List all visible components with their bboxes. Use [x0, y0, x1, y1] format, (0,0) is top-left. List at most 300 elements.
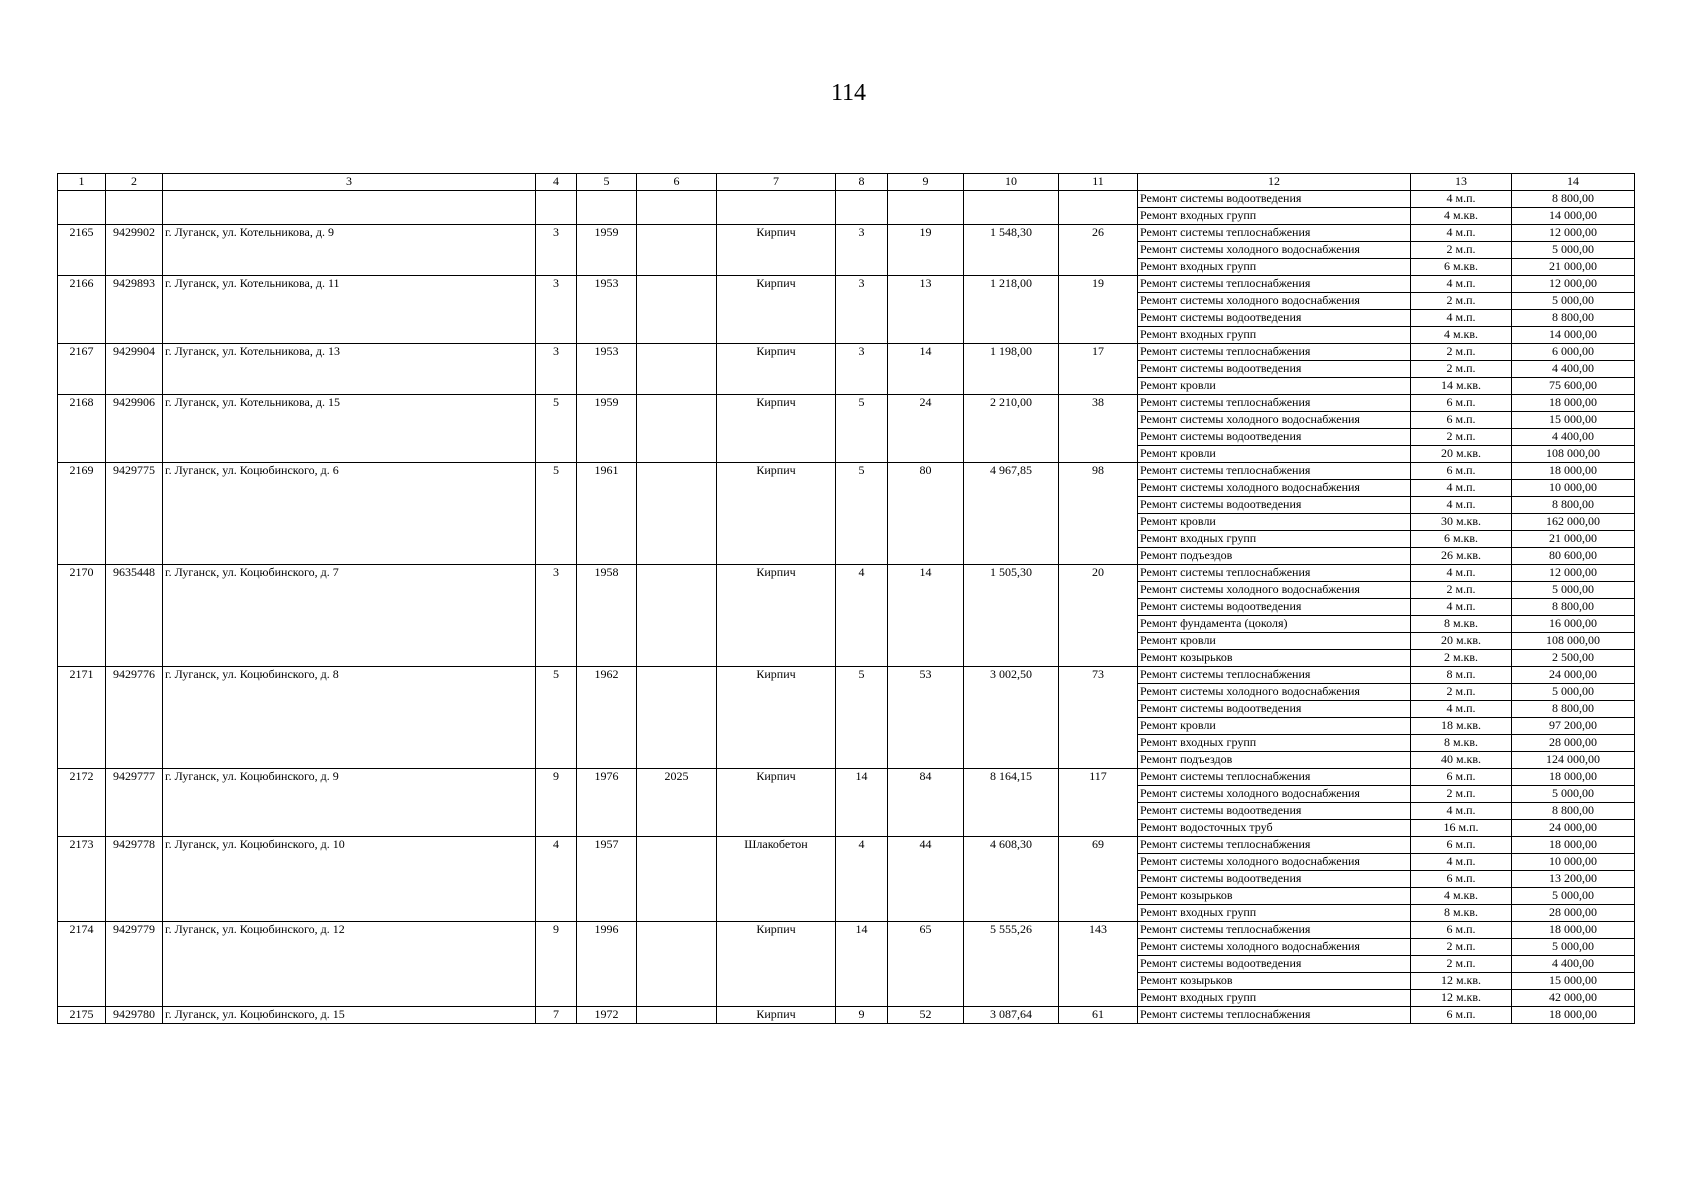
- year-col6: [637, 395, 717, 463]
- house-code: 9429780: [106, 1007, 163, 1024]
- work-type: Ремонт входных групп: [1138, 531, 1411, 548]
- work-type: Ремонт кровли: [1138, 446, 1411, 463]
- entrances: 5: [836, 667, 888, 769]
- year-col6: [637, 225, 717, 276]
- work-type: Ремонт козырьков: [1138, 888, 1411, 905]
- apartments: 14: [888, 565, 964, 667]
- table-row: [58, 565, 1635, 582]
- work-type: Ремонт системы теплоснабжения: [1138, 837, 1411, 854]
- apartments: 24: [888, 395, 964, 463]
- apartments: 52: [888, 1007, 964, 1024]
- build-year: 1959: [577, 395, 637, 463]
- work-type: Ремонт системы водоотведения: [1138, 701, 1411, 718]
- work-cost: 16 000,00: [1512, 616, 1635, 633]
- work-cost: 5 000,00: [1512, 582, 1635, 599]
- work-volume: 6 м.п.: [1411, 1007, 1512, 1024]
- work-volume: 4 м.п.: [1411, 599, 1512, 616]
- work-cost: 15 000,00: [1512, 412, 1635, 429]
- work-volume: 6 м.п.: [1411, 922, 1512, 939]
- row-number: 2175: [58, 1007, 106, 1024]
- apartments: 14: [888, 344, 964, 395]
- entrances: 5: [836, 395, 888, 463]
- entrances: 3: [836, 276, 888, 344]
- work-volume: 8 м.кв.: [1411, 616, 1512, 633]
- work-volume: 8 м.п.: [1411, 667, 1512, 684]
- work-type: Ремонт кровли: [1138, 718, 1411, 735]
- table-row: [58, 667, 1635, 684]
- build-year: 1953: [577, 344, 637, 395]
- entrances: 5: [836, 463, 888, 565]
- residents: 26: [1059, 225, 1138, 276]
- work-type: Ремонт козырьков: [1138, 650, 1411, 667]
- work-type: Ремонт системы холодного водоснабжения: [1138, 854, 1411, 871]
- work-type: Ремонт системы теплоснабжения: [1138, 769, 1411, 786]
- work-cost: 18 000,00: [1512, 1007, 1635, 1024]
- work-type: Ремонт входных групп: [1138, 735, 1411, 752]
- work-volume: 4 м.п.: [1411, 854, 1512, 871]
- entrances: 14: [836, 769, 888, 837]
- work-volume: 4 м.п.: [1411, 701, 1512, 718]
- work-type: Ремонт системы теплоснабжения: [1138, 276, 1411, 293]
- table-row: [58, 922, 1635, 939]
- build-year: 1957: [577, 837, 637, 922]
- repair-schedule-table: [57, 173, 1635, 1024]
- year-col6: [637, 344, 717, 395]
- year-col6: [637, 922, 717, 1007]
- work-type: Ремонт системы водоотведения: [1138, 191, 1411, 208]
- work-type: Ремонт системы водоотведения: [1138, 429, 1411, 446]
- work-type: Ремонт кровли: [1138, 514, 1411, 531]
- empty-cell: [637, 191, 717, 225]
- work-volume: 6 м.п.: [1411, 463, 1512, 480]
- row-number: 2168: [58, 395, 106, 463]
- area: 1 198,00: [964, 344, 1059, 395]
- empty-cell: [58, 191, 106, 225]
- empty-cell: [536, 191, 577, 225]
- address: г. Луганск, ул. Коцюбинского, д. 15: [163, 1007, 536, 1024]
- work-volume: 6 м.кв.: [1411, 531, 1512, 548]
- work-cost: 21 000,00: [1512, 531, 1635, 548]
- floors: 9: [536, 922, 577, 1007]
- year-col6: [637, 1007, 717, 1024]
- work-cost: 28 000,00: [1512, 735, 1635, 752]
- build-year: 1961: [577, 463, 637, 565]
- work-volume: 6 м.п.: [1411, 837, 1512, 854]
- work-volume: 4 м.п.: [1411, 803, 1512, 820]
- work-cost: 6 000,00: [1512, 344, 1635, 361]
- header-cell: 14: [1512, 174, 1635, 191]
- residents: 19: [1059, 276, 1138, 344]
- house-code: 9635448: [106, 565, 163, 667]
- residents: 61: [1059, 1007, 1138, 1024]
- work-type: Ремонт входных групп: [1138, 327, 1411, 344]
- row-number: 2173: [58, 837, 106, 922]
- entrances: 9: [836, 1007, 888, 1024]
- empty-cell: [163, 191, 536, 225]
- work-volume: 18 м.кв.: [1411, 718, 1512, 735]
- work-cost: 5 000,00: [1512, 939, 1635, 956]
- wall-material: Кирпич: [717, 225, 836, 276]
- work-type: Ремонт системы холодного водоснабжения: [1138, 684, 1411, 701]
- work-type: Ремонт системы теплоснабжения: [1138, 225, 1411, 242]
- work-volume: 6 м.п.: [1411, 395, 1512, 412]
- table-row: [58, 769, 1635, 786]
- floors: 3: [536, 225, 577, 276]
- work-volume: 4 м.кв.: [1411, 208, 1512, 225]
- column-number-header-row: [58, 174, 1635, 191]
- work-cost: 14 000,00: [1512, 327, 1635, 344]
- area: 3 087,64: [964, 1007, 1059, 1024]
- work-volume: 2 м.п.: [1411, 344, 1512, 361]
- house-code: 9429775: [106, 463, 163, 565]
- apartments: 84: [888, 769, 964, 837]
- apartments: 65: [888, 922, 964, 1007]
- work-type: Ремонт системы водоотведения: [1138, 956, 1411, 973]
- wall-material: Кирпич: [717, 276, 836, 344]
- floors: 3: [536, 565, 577, 667]
- work-type: Ремонт системы теплоснабжения: [1138, 922, 1411, 939]
- address: г. Луганск, ул. Коцюбинского, д. 6: [163, 463, 536, 565]
- work-cost: 124 000,00: [1512, 752, 1635, 769]
- work-cost: 15 000,00: [1512, 973, 1635, 990]
- wall-material: Шлакобетон: [717, 837, 836, 922]
- table-row: [58, 837, 1635, 854]
- address: г. Луганск, ул. Котельникова, д. 11: [163, 276, 536, 344]
- work-cost: 80 600,00: [1512, 548, 1635, 565]
- work-type: Ремонт входных групп: [1138, 259, 1411, 276]
- residents: 20: [1059, 565, 1138, 667]
- residents: 38: [1059, 395, 1138, 463]
- work-type: Ремонт фундамента (цоколя): [1138, 616, 1411, 633]
- work-cost: 13 200,00: [1512, 871, 1635, 888]
- entrances: 4: [836, 565, 888, 667]
- residents: 17: [1059, 344, 1138, 395]
- area: 4 967,85: [964, 463, 1059, 565]
- house-code: 9429779: [106, 922, 163, 1007]
- header-cell: 4: [536, 174, 577, 191]
- row-number: 2170: [58, 565, 106, 667]
- work-volume: 2 м.п.: [1411, 293, 1512, 310]
- entrances: 3: [836, 225, 888, 276]
- empty-cell: [964, 191, 1059, 225]
- work-volume: 2 м.п.: [1411, 956, 1512, 973]
- work-type: Ремонт системы теплоснабжения: [1138, 1007, 1411, 1024]
- table-row: [58, 344, 1635, 361]
- address: г. Луганск, ул. Коцюбинского, д. 9: [163, 769, 536, 837]
- floors: 3: [536, 344, 577, 395]
- work-cost: 10 000,00: [1512, 854, 1635, 871]
- work-volume: 4 м.п.: [1411, 565, 1512, 582]
- empty-cell: [717, 191, 836, 225]
- work-cost: 18 000,00: [1512, 463, 1635, 480]
- header-cell: 1: [58, 174, 106, 191]
- year-col6: 2025: [637, 769, 717, 837]
- row-number: 2169: [58, 463, 106, 565]
- header-cell: 10: [964, 174, 1059, 191]
- work-volume: 4 м.п.: [1411, 497, 1512, 514]
- wall-material: Кирпич: [717, 667, 836, 769]
- floors: 5: [536, 667, 577, 769]
- empty-cell: [1059, 191, 1138, 225]
- work-type: Ремонт системы водоотведения: [1138, 599, 1411, 616]
- work-type: Ремонт подъездов: [1138, 548, 1411, 565]
- build-year: 1962: [577, 667, 637, 769]
- row-number: 2172: [58, 769, 106, 837]
- header-cell: 5: [577, 174, 637, 191]
- work-volume: 4 м.п.: [1411, 310, 1512, 327]
- table-row: [58, 225, 1635, 242]
- wall-material: Кирпич: [717, 565, 836, 667]
- table-row: [58, 1007, 1635, 1024]
- work-type: Ремонт системы теплоснабжения: [1138, 565, 1411, 582]
- empty-cell: [106, 191, 163, 225]
- area: 8 164,15: [964, 769, 1059, 837]
- work-type: Ремонт системы холодного водоснабжения: [1138, 786, 1411, 803]
- residents: 117: [1059, 769, 1138, 837]
- build-year: 1976: [577, 769, 637, 837]
- floors: 9: [536, 769, 577, 837]
- work-cost: 8 800,00: [1512, 701, 1635, 718]
- apartments: 19: [888, 225, 964, 276]
- work-type: Ремонт системы водоотведения: [1138, 803, 1411, 820]
- work-volume: 2 м.п.: [1411, 786, 1512, 803]
- house-code: 9429893: [106, 276, 163, 344]
- work-cost: 4 400,00: [1512, 429, 1635, 446]
- address: г. Луганск, ул. Котельникова, д. 9: [163, 225, 536, 276]
- wall-material: Кирпич: [717, 463, 836, 565]
- work-type: Ремонт подъездов: [1138, 752, 1411, 769]
- work-type: Ремонт системы холодного водоснабжения: [1138, 412, 1411, 429]
- house-code: 9429777: [106, 769, 163, 837]
- floors: 7: [536, 1007, 577, 1024]
- wall-material: Кирпич: [717, 922, 836, 1007]
- work-cost: 8 800,00: [1512, 599, 1635, 616]
- residents: 73: [1059, 667, 1138, 769]
- work-volume: 2 м.кв.: [1411, 650, 1512, 667]
- work-cost: 18 000,00: [1512, 922, 1635, 939]
- header-cell: 9: [888, 174, 964, 191]
- address: г. Луганск, ул. Коцюбинского, д. 7: [163, 565, 536, 667]
- wall-material: Кирпич: [717, 344, 836, 395]
- work-volume: 20 м.кв.: [1411, 633, 1512, 650]
- work-cost: 42 000,00: [1512, 990, 1635, 1007]
- entrances: 14: [836, 922, 888, 1007]
- work-volume: 4 м.п.: [1411, 191, 1512, 208]
- work-cost: 10 000,00: [1512, 480, 1635, 497]
- work-volume: 6 м.п.: [1411, 412, 1512, 429]
- row-number: 2171: [58, 667, 106, 769]
- work-volume: 4 м.п.: [1411, 276, 1512, 293]
- work-volume: 40 м.кв.: [1411, 752, 1512, 769]
- work-cost: 75 600,00: [1512, 378, 1635, 395]
- work-type: Ремонт системы теплоснабжения: [1138, 395, 1411, 412]
- work-volume: 2 м.п.: [1411, 582, 1512, 599]
- residents: 143: [1059, 922, 1138, 1007]
- floors: 3: [536, 276, 577, 344]
- header-cell: 2: [106, 174, 163, 191]
- table-row: [58, 395, 1635, 412]
- work-volume: 4 м.п.: [1411, 480, 1512, 497]
- work-volume: 8 м.кв.: [1411, 735, 1512, 752]
- build-year: 1972: [577, 1007, 637, 1024]
- work-volume: 4 м.кв.: [1411, 327, 1512, 344]
- work-cost: 24 000,00: [1512, 820, 1635, 837]
- work-volume: 4 м.п.: [1411, 225, 1512, 242]
- address: г. Луганск, ул. Коцюбинского, д. 8: [163, 667, 536, 769]
- work-cost: 5 000,00: [1512, 293, 1635, 310]
- work-type: Ремонт системы холодного водоснабжения: [1138, 582, 1411, 599]
- work-cost: 24 000,00: [1512, 667, 1635, 684]
- work-type: Ремонт системы холодного водоснабжения: [1138, 293, 1411, 310]
- apartments: 13: [888, 276, 964, 344]
- build-year: 1959: [577, 225, 637, 276]
- work-type: Ремонт системы водоотведения: [1138, 871, 1411, 888]
- work-volume: 16 м.п.: [1411, 820, 1512, 837]
- wall-material: Кирпич: [717, 1007, 836, 1024]
- page-number: 114: [830, 80, 867, 106]
- row-number: 2166: [58, 276, 106, 344]
- year-col6: [637, 667, 717, 769]
- work-type: Ремонт системы холодного водоснабжения: [1138, 480, 1411, 497]
- build-year: 1953: [577, 276, 637, 344]
- floors: 4: [536, 837, 577, 922]
- row-number: 2165: [58, 225, 106, 276]
- work-volume: 12 м.кв.: [1411, 973, 1512, 990]
- work-cost: 5 000,00: [1512, 786, 1635, 803]
- work-cost: 18 000,00: [1512, 837, 1635, 854]
- work-cost: 4 400,00: [1512, 361, 1635, 378]
- house-code: 9429906: [106, 395, 163, 463]
- header-cell: 3: [163, 174, 536, 191]
- apartments: 80: [888, 463, 964, 565]
- house-code: 9429902: [106, 225, 163, 276]
- build-year: 1958: [577, 565, 637, 667]
- work-type: Ремонт козырьков: [1138, 973, 1411, 990]
- wall-material: Кирпич: [717, 769, 836, 837]
- work-type: Ремонт системы теплоснабжения: [1138, 667, 1411, 684]
- work-cost: 12 000,00: [1512, 225, 1635, 242]
- work-volume: 4 м.кв.: [1411, 888, 1512, 905]
- header-cell: 11: [1059, 174, 1138, 191]
- work-cost: 8 800,00: [1512, 310, 1635, 327]
- work-type: Ремонт системы теплоснабжения: [1138, 463, 1411, 480]
- header-cell: 13: [1411, 174, 1512, 191]
- area: 1 548,30: [964, 225, 1059, 276]
- entrances: 3: [836, 344, 888, 395]
- work-type: Ремонт входных групп: [1138, 208, 1411, 225]
- work-type: Ремонт кровли: [1138, 633, 1411, 650]
- work-type: Ремонт системы холодного водоснабжения: [1138, 242, 1411, 259]
- work-cost: 28 000,00: [1512, 905, 1635, 922]
- build-year: 1996: [577, 922, 637, 1007]
- work-cost: 21 000,00: [1512, 259, 1635, 276]
- work-cost: 4 400,00: [1512, 956, 1635, 973]
- work-volume: 6 м.п.: [1411, 871, 1512, 888]
- header-cell: 7: [717, 174, 836, 191]
- work-type: Ремонт входных групп: [1138, 905, 1411, 922]
- work-volume: 2 м.п.: [1411, 939, 1512, 956]
- work-volume: 2 м.п.: [1411, 429, 1512, 446]
- apartments: 44: [888, 837, 964, 922]
- header-cell: 8: [836, 174, 888, 191]
- work-cost: 18 000,00: [1512, 395, 1635, 412]
- address: г. Луганск, ул. Котельникова, д. 13: [163, 344, 536, 395]
- work-cost: 18 000,00: [1512, 769, 1635, 786]
- work-volume: 8 м.кв.: [1411, 905, 1512, 922]
- residents: 69: [1059, 837, 1138, 922]
- empty-cell: [836, 191, 888, 225]
- row-number: 2167: [58, 344, 106, 395]
- work-cost: 5 000,00: [1512, 684, 1635, 701]
- work-type: Ремонт кровли: [1138, 378, 1411, 395]
- empty-cell: [577, 191, 637, 225]
- row-number: 2174: [58, 922, 106, 1007]
- wall-material: Кирпич: [717, 395, 836, 463]
- floors: 5: [536, 395, 577, 463]
- work-volume: 20 м.кв.: [1411, 446, 1512, 463]
- table-row: [58, 191, 1635, 208]
- work-cost: 108 000,00: [1512, 633, 1635, 650]
- area: 4 608,30: [964, 837, 1059, 922]
- house-code: 9429776: [106, 667, 163, 769]
- work-volume: 6 м.кв.: [1411, 259, 1512, 276]
- residents: 98: [1059, 463, 1138, 565]
- work-cost: 14 000,00: [1512, 208, 1635, 225]
- work-type: Ремонт системы водоотведения: [1138, 497, 1411, 514]
- house-code: 9429778: [106, 837, 163, 922]
- area: 2 210,00: [964, 395, 1059, 463]
- table-row: [58, 276, 1635, 293]
- work-cost: 162 000,00: [1512, 514, 1635, 531]
- address: г. Луганск, ул. Котельникова, д. 15: [163, 395, 536, 463]
- work-type: Ремонт системы теплоснабжения: [1138, 344, 1411, 361]
- header-cell: 12: [1138, 174, 1411, 191]
- work-type: Ремонт системы водоотведения: [1138, 310, 1411, 327]
- work-type: Ремонт системы холодного водоснабжения: [1138, 939, 1411, 956]
- work-volume: 14 м.кв.: [1411, 378, 1512, 395]
- work-cost: 5 000,00: [1512, 888, 1635, 905]
- area: 1 505,30: [964, 565, 1059, 667]
- area: 5 555,26: [964, 922, 1059, 1007]
- floors: 5: [536, 463, 577, 565]
- work-volume: 2 м.п.: [1411, 242, 1512, 259]
- work-cost: 2 500,00: [1512, 650, 1635, 667]
- address: г. Луганск, ул. Коцюбинского, д. 12: [163, 922, 536, 1007]
- work-volume: 6 м.п.: [1411, 769, 1512, 786]
- work-cost: 8 800,00: [1512, 191, 1635, 208]
- work-volume: 2 м.п.: [1411, 684, 1512, 701]
- year-col6: [637, 463, 717, 565]
- work-type: Ремонт системы водоотведения: [1138, 361, 1411, 378]
- work-cost: 8 800,00: [1512, 497, 1635, 514]
- work-cost: 12 000,00: [1512, 276, 1635, 293]
- work-cost: 8 800,00: [1512, 803, 1635, 820]
- table-row: [58, 463, 1635, 480]
- work-type: Ремонт водосточных труб: [1138, 820, 1411, 837]
- work-volume: 2 м.п.: [1411, 361, 1512, 378]
- empty-cell: [888, 191, 964, 225]
- house-code: 9429904: [106, 344, 163, 395]
- work-volume: 30 м.кв.: [1411, 514, 1512, 531]
- apartments: 53: [888, 667, 964, 769]
- year-col6: [637, 276, 717, 344]
- work-cost: 108 000,00: [1512, 446, 1635, 463]
- entrances: 4: [836, 837, 888, 922]
- header-cell: 6: [637, 174, 717, 191]
- work-volume: 26 м.кв.: [1411, 548, 1512, 565]
- area: 1 218,00: [964, 276, 1059, 344]
- work-cost: 97 200,00: [1512, 718, 1635, 735]
